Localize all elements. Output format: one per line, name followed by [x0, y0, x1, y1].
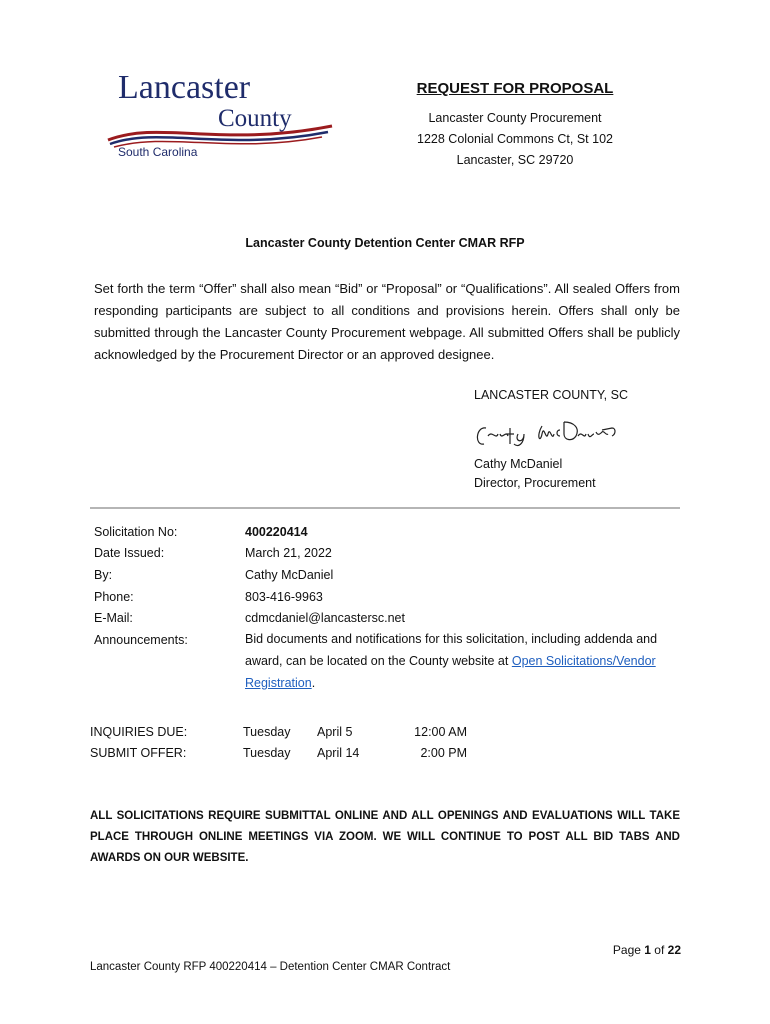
logo-south-carolina-text: South Carolina: [118, 145, 198, 159]
address-line-3: Lancaster, SC 29720: [456, 153, 574, 167]
signer-name: Cathy McDaniel: [474, 457, 563, 471]
signer-block: [474, 455, 596, 493]
inquiries-due-date: April 5: [317, 725, 353, 739]
section-divider: [90, 507, 680, 509]
solicitation-value: 400220414: [245, 525, 308, 539]
open-solicitations-link[interactable]: Open Solicitations/Vendor Registration: [245, 654, 656, 690]
page-total: 22: [667, 943, 681, 957]
inquiries-due-label: INQUIRIES DUE:: [90, 725, 188, 739]
date-issued-label: Date Issued:: [94, 546, 165, 560]
solicitation-label: Solicitation No:: [94, 525, 178, 539]
inquiries-due-day: Tuesday: [243, 725, 291, 739]
address-line-2: 1228 Colonial Commons Ct, St 102: [417, 132, 613, 146]
signer-title: Director, Procurement: [474, 476, 596, 490]
page-prefix: Page: [612, 943, 645, 957]
lancaster-county-logo: [100, 64, 340, 164]
announcements-label: Announcements:: [94, 633, 188, 647]
email-value: cdmcdaniel@lancastersc.net: [245, 611, 405, 625]
date-issued-value: March 21, 2022: [245, 546, 332, 560]
page-number: [560, 943, 681, 957]
logo-lancaster-text: Lancaster: [118, 69, 251, 106]
inquiries-due-time: 12:00 AM: [414, 725, 467, 739]
online-submittal-notice: ALL SOLICITATIONS REQUIRE SUBMITTAL ONLINE AND ALL OPENINGS AND EVALUATIONS WILL TAKE PLACE THROUGH ONLINE MEETINGS VIA ZOOM. WE WILL CONTINUE TO POST ALL BID TABS AND AWARDS ON OUR WEBSITE.: [90, 810, 680, 864]
phone-label: Phone:: [94, 590, 134, 604]
page-current: 1: [644, 943, 651, 957]
project-title: Lancaster County Detention Center CMAR RFP: [245, 236, 525, 250]
logo-county-text: County: [218, 105, 292, 132]
phone-value: 803-416-9963: [245, 590, 323, 604]
by-label: By:: [94, 568, 113, 582]
email-label: E-Mail:: [94, 611, 133, 625]
submit-offer-day: Tuesday: [243, 746, 291, 760]
announcements-period: .: [311, 676, 316, 690]
page-of: of: [650, 943, 668, 957]
document-footer: Lancaster County RFP 400220414 – Detention Center CMAR Contract: [90, 961, 451, 973]
address-line-1: Lancaster County Procurement: [428, 111, 602, 125]
intro-paragraph: Set forth the term “Offer” shall also mean “Bid” or “Proposal” or “Qualifications”. All sealed Offers from responding participants are subject to all conditions and provisions herein. Offers shall only be submitted through the Lancaster County Procurement webpage. All submitted Offers shall be publicly acknowledged by the Procurement Director or an approved designee.: [94, 281, 680, 362]
submit-offer-label: SUBMIT OFFER:: [90, 746, 187, 760]
county-label: LANCASTER COUNTY, SC: [474, 388, 628, 402]
document-title: REQUEST FOR PROPOSAL: [416, 80, 614, 97]
by-value: Cathy McDaniel: [245, 568, 334, 582]
submit-offer-time: 2:00 PM: [420, 746, 467, 760]
submit-offer-date: April 14: [317, 746, 360, 760]
handwritten-signature: [472, 414, 622, 454]
announcements-text: [245, 628, 685, 694]
announcements-body: Bid documents and notifications for this solicitation, including addenda and award, can be located on the County website at: [245, 632, 658, 668]
